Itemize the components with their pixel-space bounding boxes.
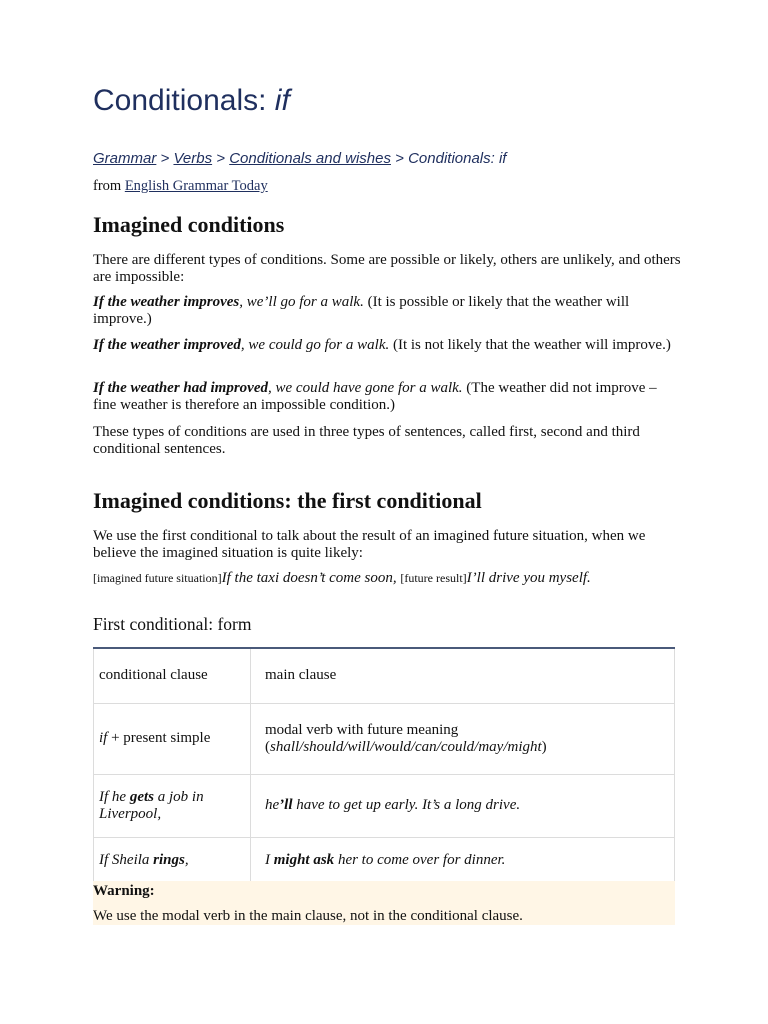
table-cell — [94, 774, 251, 837]
cell-text: a job in Liverpool, — [99, 788, 204, 822]
cell-text: If Sheila — [99, 851, 154, 868]
source-link[interactable]: English Grammar Today — [124, 178, 268, 194]
breadcrumb-conditionals-link[interactable]: Conditionals and wishes — [229, 150, 391, 167]
cell-bold: might ask — [273, 851, 335, 868]
page-title — [93, 84, 290, 118]
breadcrumb-current: Conditionals: if — [408, 150, 507, 167]
example-label: [imagined future situation] — [93, 571, 222, 585]
cell-italic: shall/should/will/would/can/could/may/might — [270, 738, 542, 755]
table-cell — [94, 703, 251, 774]
cell-text: If he — [99, 788, 130, 805]
table-cell — [251, 703, 675, 774]
example-result: , we could go for a walk. — [240, 337, 390, 353]
table-row — [94, 837, 675, 883]
breadcrumb-grammar-link[interactable]: Grammar — [93, 150, 157, 167]
first-conditional-example — [93, 570, 591, 587]
table-cell — [251, 774, 675, 837]
example-label: [future result] — [400, 571, 467, 585]
example-1 — [93, 294, 683, 328]
example-note: (It is not likely that the weather will improve.) — [389, 337, 671, 353]
cell-bold: rings — [153, 851, 185, 868]
warning-box — [93, 881, 675, 925]
example-text: I’ll drive you myself. — [466, 570, 591, 586]
cell-bold: gets — [129, 788, 154, 805]
first-conditional-form-table — [93, 647, 675, 884]
example-3 — [93, 380, 683, 414]
example-2 — [93, 337, 683, 354]
cell-text: he — [265, 797, 280, 813]
section-heading-first-conditional: Imagined conditions: the first conditional — [93, 488, 482, 513]
cell-text: her to come over for dinner. — [334, 851, 506, 868]
table-cell — [94, 837, 251, 883]
example-condition: If the weather improved — [93, 337, 241, 353]
table-cell: conditional clause — [94, 648, 251, 703]
section2-intro: We use the first conditional to talk about the result of an imagined future situation, when we believe the imagined situation is quite likely: — [93, 528, 646, 561]
title-text: Conditionals: — [93, 84, 275, 117]
example-condition: If the weather improves — [93, 294, 240, 310]
example-result: , we’ll go for a walk. — [239, 294, 364, 310]
title-italic: if — [274, 84, 290, 117]
table-heading: First conditional: form — [93, 614, 252, 634]
table-row — [94, 774, 675, 837]
section1-outro: These types of conditions are used in three types of sentences, called first, second and third conditional sentences. — [93, 424, 640, 457]
cell-italic: if — [99, 730, 108, 746]
example-note: (The weather did not improve – fine weather is therefore an impossible condition.) — [93, 380, 657, 413]
breadcrumb — [93, 150, 506, 167]
example-condition: If the weather had improved — [93, 380, 268, 396]
cell-paren: ) — [541, 738, 547, 755]
cell-bold: ’ll — [279, 797, 293, 813]
breadcrumb-separator: > — [216, 150, 226, 167]
table-header-row — [94, 648, 675, 703]
source-prefix: from — [93, 178, 122, 194]
example-note: (It is possible or likely that the weather will improve.) — [93, 294, 630, 327]
source-line — [93, 178, 268, 195]
table-row — [94, 703, 675, 774]
warning-title: Warning: — [93, 883, 155, 899]
cell-text: I — [265, 851, 274, 868]
section1-intro: There are different types of conditions. Some are possible or likely, others are unlikely, and others are impossible: — [93, 252, 681, 285]
breadcrumb-separator: > — [395, 150, 404, 167]
table-cell: main clause — [251, 648, 675, 703]
section-heading-imagined-conditions: Imagined conditions — [93, 212, 285, 237]
breadcrumb-verbs-link[interactable]: Verbs — [173, 150, 213, 167]
cell-text: modal verb with future meaning — [265, 721, 459, 738]
cell-paren: ( — [265, 738, 270, 755]
breadcrumb-separator: > — [160, 150, 170, 167]
warning-text: We use the modal verb in the main clause, not in the conditional clause. — [93, 908, 523, 924]
cell-text: , — [184, 851, 189, 868]
cell-text: have to get up early. It’s a long drive. — [292, 797, 521, 813]
table-cell — [251, 837, 675, 883]
example-text: If the taxi doesn’t come soon, — [221, 570, 397, 586]
example-result: , we could have gone for a walk. — [268, 380, 463, 396]
cell-text: + present simple — [107, 730, 211, 746]
